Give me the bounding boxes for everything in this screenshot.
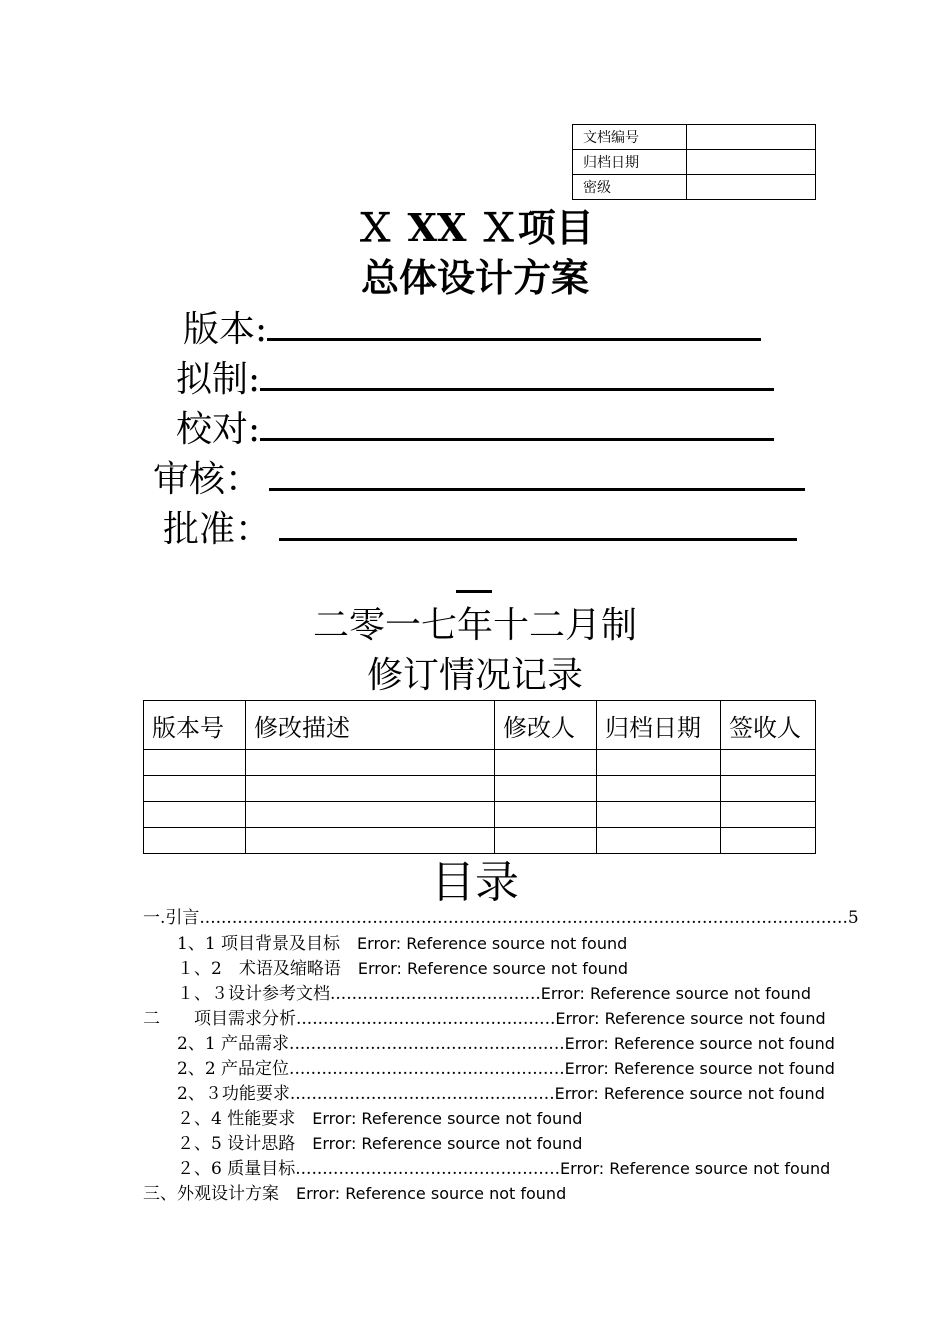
toc-entry[interactable]: [177, 1131, 582, 1157]
toc-leader-dots: ...................................................: [289, 1034, 565, 1054]
revision-cell: [597, 802, 721, 828]
revision-cell: [495, 750, 597, 776]
revision-table: [143, 700, 816, 854]
toc-entry-reference: Error: Reference source not found: [296, 1184, 567, 1203]
toc-entry-reference: Error: Reference source not found: [312, 1109, 583, 1128]
toc-entry-text: １、2 术语及缩略语: [177, 959, 341, 979]
toc-entry[interactable]: [143, 1006, 826, 1032]
checker-blank: [260, 402, 774, 441]
toc-leader-dots: .................................................: [289, 1084, 555, 1104]
checker-label: 校对:: [176, 409, 261, 450]
toc-leader-dots: ........................................................................................................................: [199, 908, 848, 928]
revision-cell: [597, 828, 721, 854]
meta-value: [687, 125, 816, 150]
revision-cell: [144, 828, 246, 854]
date-text: 二零一七年十二月制: [312, 605, 637, 646]
version-field: [183, 302, 761, 353]
document-title: 总体设计方案: [360, 255, 589, 300]
revision-row: [144, 776, 816, 802]
meta-row: [573, 150, 816, 175]
revision-header-recipient: 签收人: [721, 701, 816, 750]
meta-value: [687, 150, 816, 175]
revision-title: 修订情况记录: [366, 655, 583, 696]
reviewer-label: 审核：: [153, 459, 262, 500]
toc-entry[interactable]: [177, 981, 811, 1007]
meta-row: [573, 175, 816, 200]
drafter-blank: [260, 352, 774, 391]
toc-entry-reference: Error: Reference source not found: [357, 934, 628, 953]
revision-cell: [597, 750, 721, 776]
toc-entry-text: 2、2 产品定位: [177, 1059, 290, 1079]
approver-blank: [279, 502, 797, 541]
revision-header-archive-date: 归档日期: [597, 701, 721, 750]
toc-entry[interactable]: [177, 1106, 582, 1132]
toc-entry-reference: Error: Reference source not found: [555, 1009, 826, 1028]
toc-entry-text: 一.引言: [143, 908, 200, 928]
toc-leader-dots: .................................................: [295, 1159, 561, 1179]
revision-cell: [246, 750, 495, 776]
toc-entry[interactable]: [177, 931, 627, 957]
toc-entry-text: 三、外观设计方案: [143, 1184, 279, 1204]
revision-cell: [495, 828, 597, 854]
toc-entry[interactable]: [143, 1181, 566, 1207]
revision-row: [144, 802, 816, 828]
toc-leader-dots: .......................................: [330, 984, 541, 1004]
toc-entry[interactable]: [143, 906, 859, 931]
revision-header-version: 版本号: [144, 701, 246, 750]
revision-cell: [246, 828, 495, 854]
revision-cell: [721, 750, 816, 776]
meta-label: 文档编号: [573, 125, 687, 150]
revision-cell: [144, 802, 246, 828]
drafter-field: [176, 352, 774, 403]
project-title: Ｘ XX Ｘ项目: [356, 205, 594, 250]
toc-entry-reference: Error: Reference source not found: [564, 1034, 835, 1053]
toc-entry-reference: Error: Reference source not found: [540, 984, 811, 1003]
toc-entry-reference: Error: Reference source not found: [357, 959, 629, 978]
meta-value: [687, 175, 816, 200]
toc-entry-reference: Error: Reference source not found: [554, 1084, 825, 1103]
approver-label: 批准：: [163, 509, 272, 550]
toc-entry-text: 二 项目需求分析: [143, 1009, 296, 1029]
toc-entry-reference: Error: Reference source not found: [564, 1059, 835, 1078]
revision-cell: [246, 776, 495, 802]
document-meta-table: [572, 124, 816, 200]
toc-entry-text: 2、３功能要求: [177, 1084, 290, 1104]
approver-blank-overflow: [456, 590, 492, 593]
toc-entry-text: 2、1 产品需求: [177, 1034, 290, 1054]
toc-entry[interactable]: [177, 1031, 835, 1057]
checker-field: [176, 402, 774, 453]
toc-page-number: 5: [847, 908, 859, 928]
approver-field: [163, 502, 797, 553]
toc-leader-dots: ...................................................: [289, 1059, 565, 1079]
toc-entry[interactable]: [177, 956, 628, 982]
reviewer-blank: [269, 452, 805, 491]
revision-cell: [721, 828, 816, 854]
reviewer-field: [153, 452, 805, 503]
revision-cell: [495, 802, 597, 828]
drafter-label: 拟制:: [176, 359, 261, 400]
version-label: 版本:: [183, 309, 268, 350]
meta-label: 归档日期: [573, 150, 687, 175]
revision-cell: [721, 776, 816, 802]
meta-row: [573, 125, 816, 150]
toc-entry[interactable]: [177, 1081, 825, 1107]
revision-cell: [246, 802, 495, 828]
toc-entry-text: ２、5 设计思路: [177, 1134, 296, 1154]
revision-cell: [597, 776, 721, 802]
revision-row: [144, 828, 816, 854]
toc-entry-text: ２、6 质量目标: [177, 1159, 296, 1179]
toc-entry-text: 1、1 项目背景及目标: [177, 934, 341, 954]
version-blank: [267, 302, 761, 341]
revision-header-description: 修改描述: [246, 701, 495, 750]
revision-cell: [144, 776, 246, 802]
revision-cell: [144, 750, 246, 776]
toc-entry-text: ２、4 性能要求: [177, 1109, 296, 1129]
toc-entry-reference: Error: Reference source not found: [560, 1159, 831, 1178]
toc-title: 目录: [431, 857, 519, 908]
revision-row: [144, 750, 816, 776]
revision-cell: [721, 802, 816, 828]
toc-entry[interactable]: [177, 1056, 835, 1082]
toc-entry-reference: Error: Reference source not found: [312, 1134, 583, 1153]
meta-label: 密级: [573, 175, 687, 200]
toc-entry-text: １、３设计参考文档: [177, 984, 330, 1004]
revision-cell: [495, 776, 597, 802]
toc-leader-dots: ................................................: [296, 1009, 556, 1029]
revision-header-row: [144, 701, 816, 750]
toc-entry[interactable]: [177, 1156, 830, 1182]
revision-header-modifier: 修改人: [495, 701, 597, 750]
